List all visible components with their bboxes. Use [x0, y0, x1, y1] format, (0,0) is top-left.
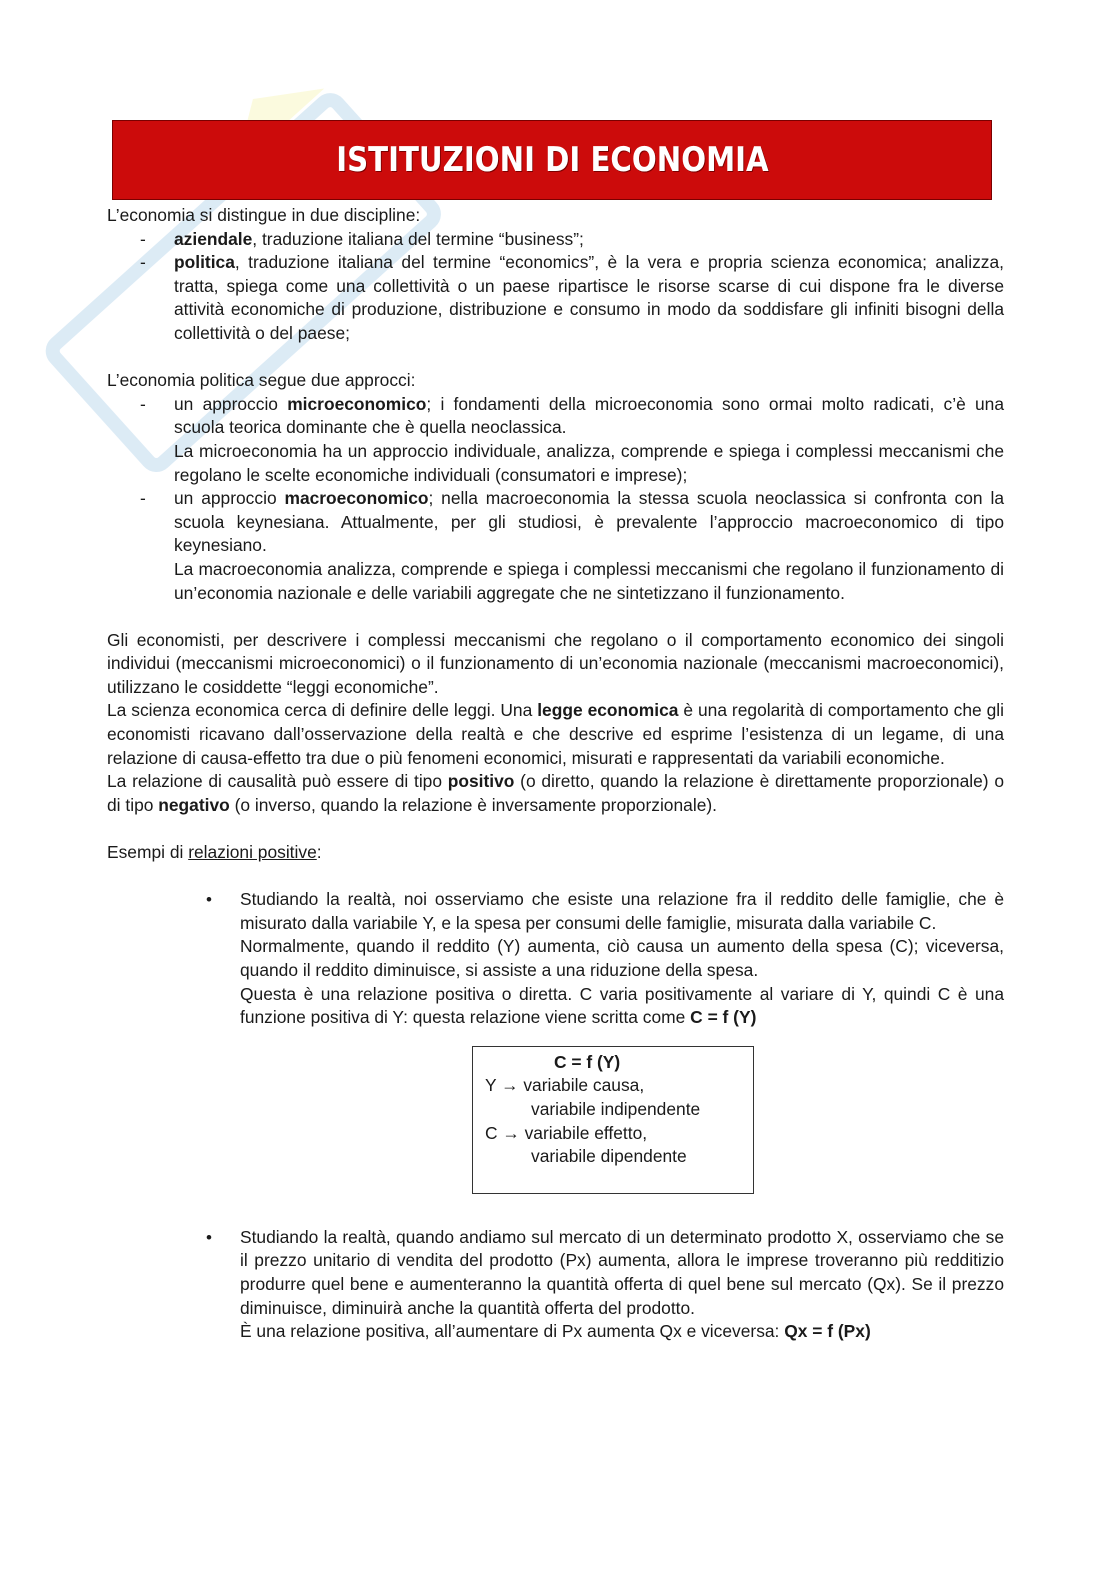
examples-list [107, 888, 1004, 1030]
list-item-micro: - un approccio microeconomico; i fondamenti della microeconomia sono ormai molto radicati, c’è una scuola teorica dominante che è quella neoclassica. La microeconomia ha un approccio individuale, analizza, comprende e spiega i complessi meccanismi che regolano le scelte economiche individuali (consumatori e imprese); [107, 393, 1004, 487]
document-body [107, 204, 1004, 1344]
approaches-list [107, 393, 1004, 605]
list-item-macro: - un approccio macroeconomico; nella macroeconomia la stessa scuola neoclassica si confronta con la scuola keynesiana. Attualmente, per gli studiosi, è prevalente l’approccio macroeconomico di tipo keynesiano. La macroeconomia analizza, comprende e spiega i complessi meccanismi che regolano il funzionamento di un’economia nazionale e delle variabili aggregate che ne sintetizzano il funzionamento. [107, 487, 1004, 605]
example-item-2: • Studiando la realtà, quando andiamo sul mercato di un determinato prodotto X, osserviamo che se il prezzo unitario di vendita del prodotto (Px) aumenta, allora le imprese troveranno più redditizio produrre quel bene e aumenteranno la quantità offerta di quel bene sul mercato (Qx). Se il prezzo diminuisce, diminuirà anche la quantità offerta del prodotto. È una relazione positiva, all’aumentare di Px aumenta Qx e viceversa: Qx = f (Px) [107, 1226, 1004, 1344]
formula-box-title: C = f (Y) [554, 1051, 621, 1072]
laws-paragraph-1: Gli economisti, per descrivere i complessi meccanismi che regolano o il comportamento economico dei singoli individui (meccanismi microeconomici) o il funzionamento di un’economia nazionale (meccanismi macroeconomici), utilizzano le cosiddette “leggi economiche”. [107, 629, 1004, 697]
formula-box [472, 1046, 754, 1194]
intro-lead: L’economia si distingue in due discipline: [107, 205, 421, 225]
example-item-1: • Studiando la realtà, noi osserviamo che esiste una relazione fra il reddito delle famiglie, che è misurato dalla variabile Y, e la spesa per consumi delle famiglie, misurata dalla variabile C. Normalmente, quando il reddito (Y) aumenta, ciò causa un aumento della spesa (C); viceversa, quando il reddito diminuisce, si assiste a una riduzione della spesa. Questa è una relazione positiva o diretta. C varia positivamente al variare di Y, quindi C è una funzione positiva di Y: questa relazione viene scritta come C = f (Y) [107, 888, 1004, 1030]
formula-box-row: C → variabile effetto, [485, 1122, 648, 1143]
examples-lead: Esempi di relazioni positive: [107, 842, 322, 863]
laws-paragraph-2: La scienza economica cerca di definire delle leggi. Una legge economica è una regolarità di comportamento che gli economisti ricavano dall’osservazione della realtà e che descrive ed esprime l’esistenza di un legame, di una relazione di causa-effetto tra due o più fenomeni economici, misurati e rappresentati da variabili economiche. [107, 700, 1004, 768]
approaches-lead: L’economia politica segue due approcci: [107, 370, 416, 391]
formula-box-row: variabile indipendente [531, 1098, 701, 1119]
list-item: - politica, traduzione italiana del termine “economics”, è la vera e propria scienza economica; analizza, tratta, spiega come una collettività o un paese ripartisce le risorse scarse di cui dispone fra le diverse attività economiche di produzione, distribuzione e consumo in modo da soddisfare gli infiniti bisogni della collettività o del paese; [107, 251, 1004, 345]
document-title-banner [112, 120, 992, 200]
laws-paragraph-3: La relazione di causalità può essere di tipo positivo (o diretto, quando la relazione è direttamente proporzionale) o di tipo negativo (o inverso, quando la relazione è inversamente proporzionale). [107, 771, 1005, 815]
formula-box-row: variabile dipendente [531, 1146, 687, 1167]
list-item: - aziendale, traduzione italiana del termine “business”; [107, 228, 1004, 252]
examples-list-2 [107, 1226, 1004, 1344]
document-title: ISTITUZIONI DI ECONOMIA [335, 140, 769, 180]
disciplines-list [107, 228, 1004, 346]
formula-box-row: Y → variabile causa, [485, 1075, 645, 1096]
